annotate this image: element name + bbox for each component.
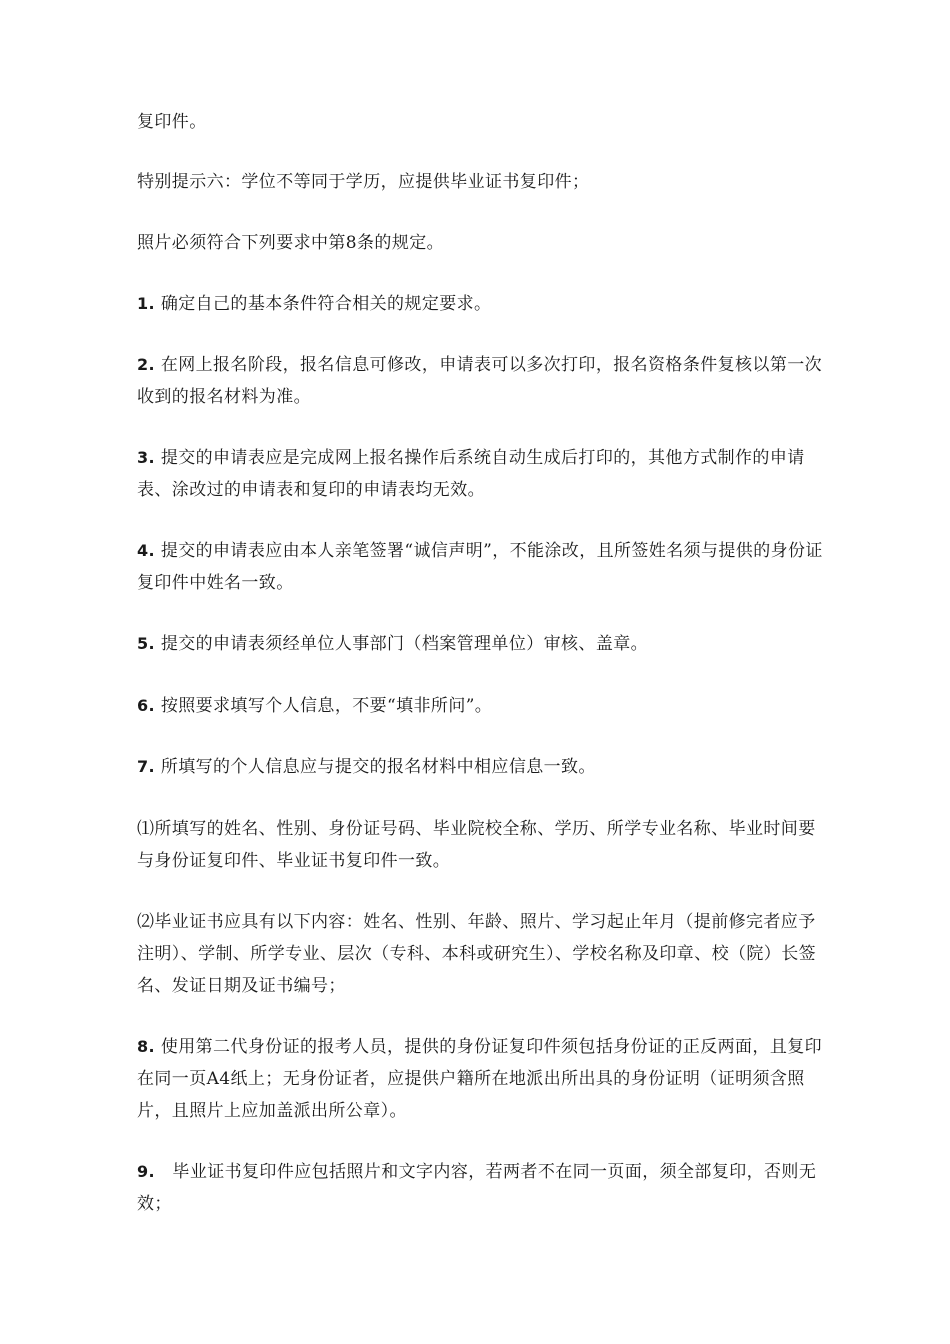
sub-item-2 xyxy=(137,906,827,1002)
paragraph-text: 所填写的个人信息应与提交的报名材料中相应信息一致。 xyxy=(160,757,596,777)
list-number: 2. xyxy=(137,355,156,374)
paragraph-continuation xyxy=(137,106,827,138)
list-item-7 xyxy=(137,751,827,783)
paragraph-text: ⑴所填写的姓名、性别、身份证号码、毕业院校全称、学历、所学专业名称、毕业时间要与身份证复印件、毕业证书复印件一致。 xyxy=(137,819,816,871)
paragraph-text: 提交的申请表须经单位人事部门（档案管理单位）审核、盖章。 xyxy=(160,634,649,654)
list-item-8 xyxy=(137,1031,827,1127)
list-number: 7. xyxy=(137,757,156,776)
paragraph-tip-six xyxy=(137,166,827,198)
paragraph-text: ⑵毕业证书应具有以下内容：姓名、性别、年龄、照片、学习起止年月（提前修完者应予注明）、学制、所学专业、层次（专科、本科或研究生）、学校名称及印章、校（院）长签名、发证日期及证书编号； xyxy=(137,912,816,996)
list-item-4 xyxy=(137,535,827,599)
list-number: 1. xyxy=(137,294,156,313)
list-number: 3. xyxy=(137,448,156,467)
list-number: 5. xyxy=(137,634,156,653)
paragraph-text: 确定自己的基本条件符合相关的规定要求。 xyxy=(160,294,492,314)
list-item-9 xyxy=(137,1156,827,1220)
paragraph-text: 使用第二代身份证的报考人员，提供的身份证复印件须包括身份证的正反两面，且复印在同一页A4纸上；无身份证者，应提供户籍所在地派出所出具的身份证明（证明须含照片，且照片上应加盖派出所公章）。 xyxy=(137,1037,823,1121)
list-item-6 xyxy=(137,690,827,722)
paragraph-text: 复印件。 xyxy=(137,112,207,132)
list-number: 8. xyxy=(137,1037,156,1056)
list-number: 4. xyxy=(137,541,156,560)
paragraph-text: 照片必须符合下列要求中第8条的规定。 xyxy=(137,233,445,253)
list-item-3 xyxy=(137,442,827,506)
paragraph-photo-requirement xyxy=(137,227,827,259)
list-number: 6. xyxy=(137,696,156,715)
paragraph-text: 按照要求填写个人信息，不要“填非所问”。 xyxy=(160,696,493,716)
paragraph-text: 提交的申请表应是完成网上报名操作后系统自动生成后打印的，其他方式制作的申请表、涂改过的申请表和复印的申请表均无效。 xyxy=(137,448,805,500)
list-item-1 xyxy=(137,288,827,320)
paragraph-text: 特别提示六：学位不等同于学历，应提供毕业证书复印件； xyxy=(137,172,590,192)
list-number: 9. xyxy=(137,1162,156,1181)
paragraph-text: 提交的申请表应由本人亲笔签署“诚信声明”，不能涂改，且所签姓名须与提供的身份证复印件中姓名一致。 xyxy=(137,541,823,593)
paragraph-text: 在网上报名阶段，报名信息可修改，申请表可以多次打印，报名资格条件复核以第一次收到的报名材料为准。 xyxy=(137,355,823,407)
sub-item-1 xyxy=(137,813,827,877)
list-item-2 xyxy=(137,349,827,413)
list-item-5 xyxy=(137,628,827,660)
paragraph-text: 毕业证书复印件应包括照片和文字内容，若两者不在同一页面，须全部复印，否则无效； xyxy=(137,1162,817,1214)
